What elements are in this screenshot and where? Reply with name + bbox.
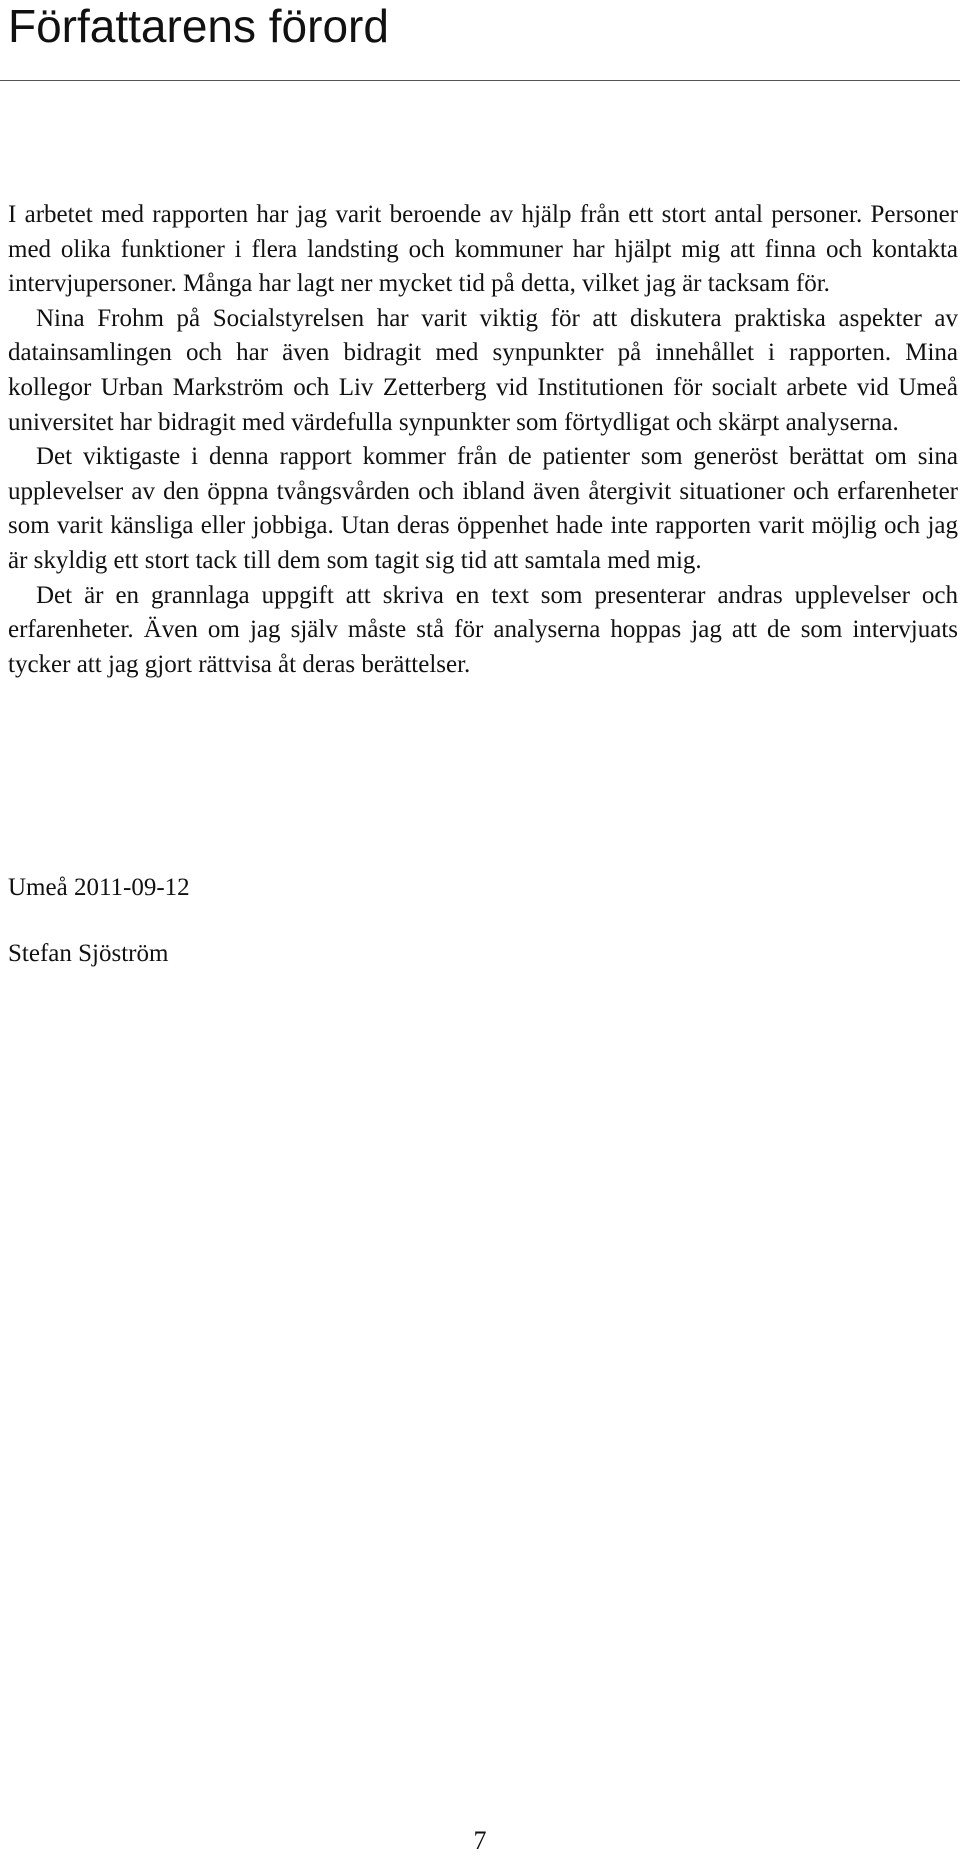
paragraph-acknowledgements: I arbetet med rapporten har jag varit beroende av hjälp från ett stort antal personer. Personer med olika funktioner i flera landsting och kommuner har hjälpt mig att finna och kontakta intervjupersoner. Många har lagt ner mycket tid på detta, vilket jag är tacksam för. <box>8 201 958 298</box>
paragraph-colleagues: Nina Frohm på Socialstyrelsen har varit viktig för att diskutera praktiska aspekter av datainsamlingen och har även bidragit med synpunkter på innehållet i rapporten. Mina kollegor Urban Markström och Liv Zetterberg vid Institutionen för socialt arbete vid Umeå universitet har bidragit med värdefulla synpunkter som förtydligat och skärpt analyserna. <box>8 304 958 436</box>
paragraph-patients: Det viktigaste i denna rapport kommer från de patienter som generöst berättat om sina upplevelser av den öppna tvångsvården och ibland även återgivit situationer och erfarenheter som varit känsliga eller jobbiga. Utan deras öppenhet hade inte rapporten varit möjlig och jag är skyldig ett stort tack till dem som tagit sig tid att samtala med mig. <box>8 443 958 574</box>
page-number: 7 <box>473 1826 487 1855</box>
page-title: Författarens förord <box>8 0 389 52</box>
title-divider <box>0 80 960 81</box>
paragraph-closing: Det är en grannlaga uppgift att skriva en text som presenterar andras upplevelser och erfarenheter. Även om jag själv måste stå för analyserna hoppas jag att de som intervjuats tycker att jag gjort rättvisa åt deras berättelser. <box>8 581 958 678</box>
preface-body <box>8 198 958 682</box>
author-name: Stefan Sjöström <box>8 940 169 967</box>
place-date: Umeå 2011-09-12 <box>8 874 190 901</box>
